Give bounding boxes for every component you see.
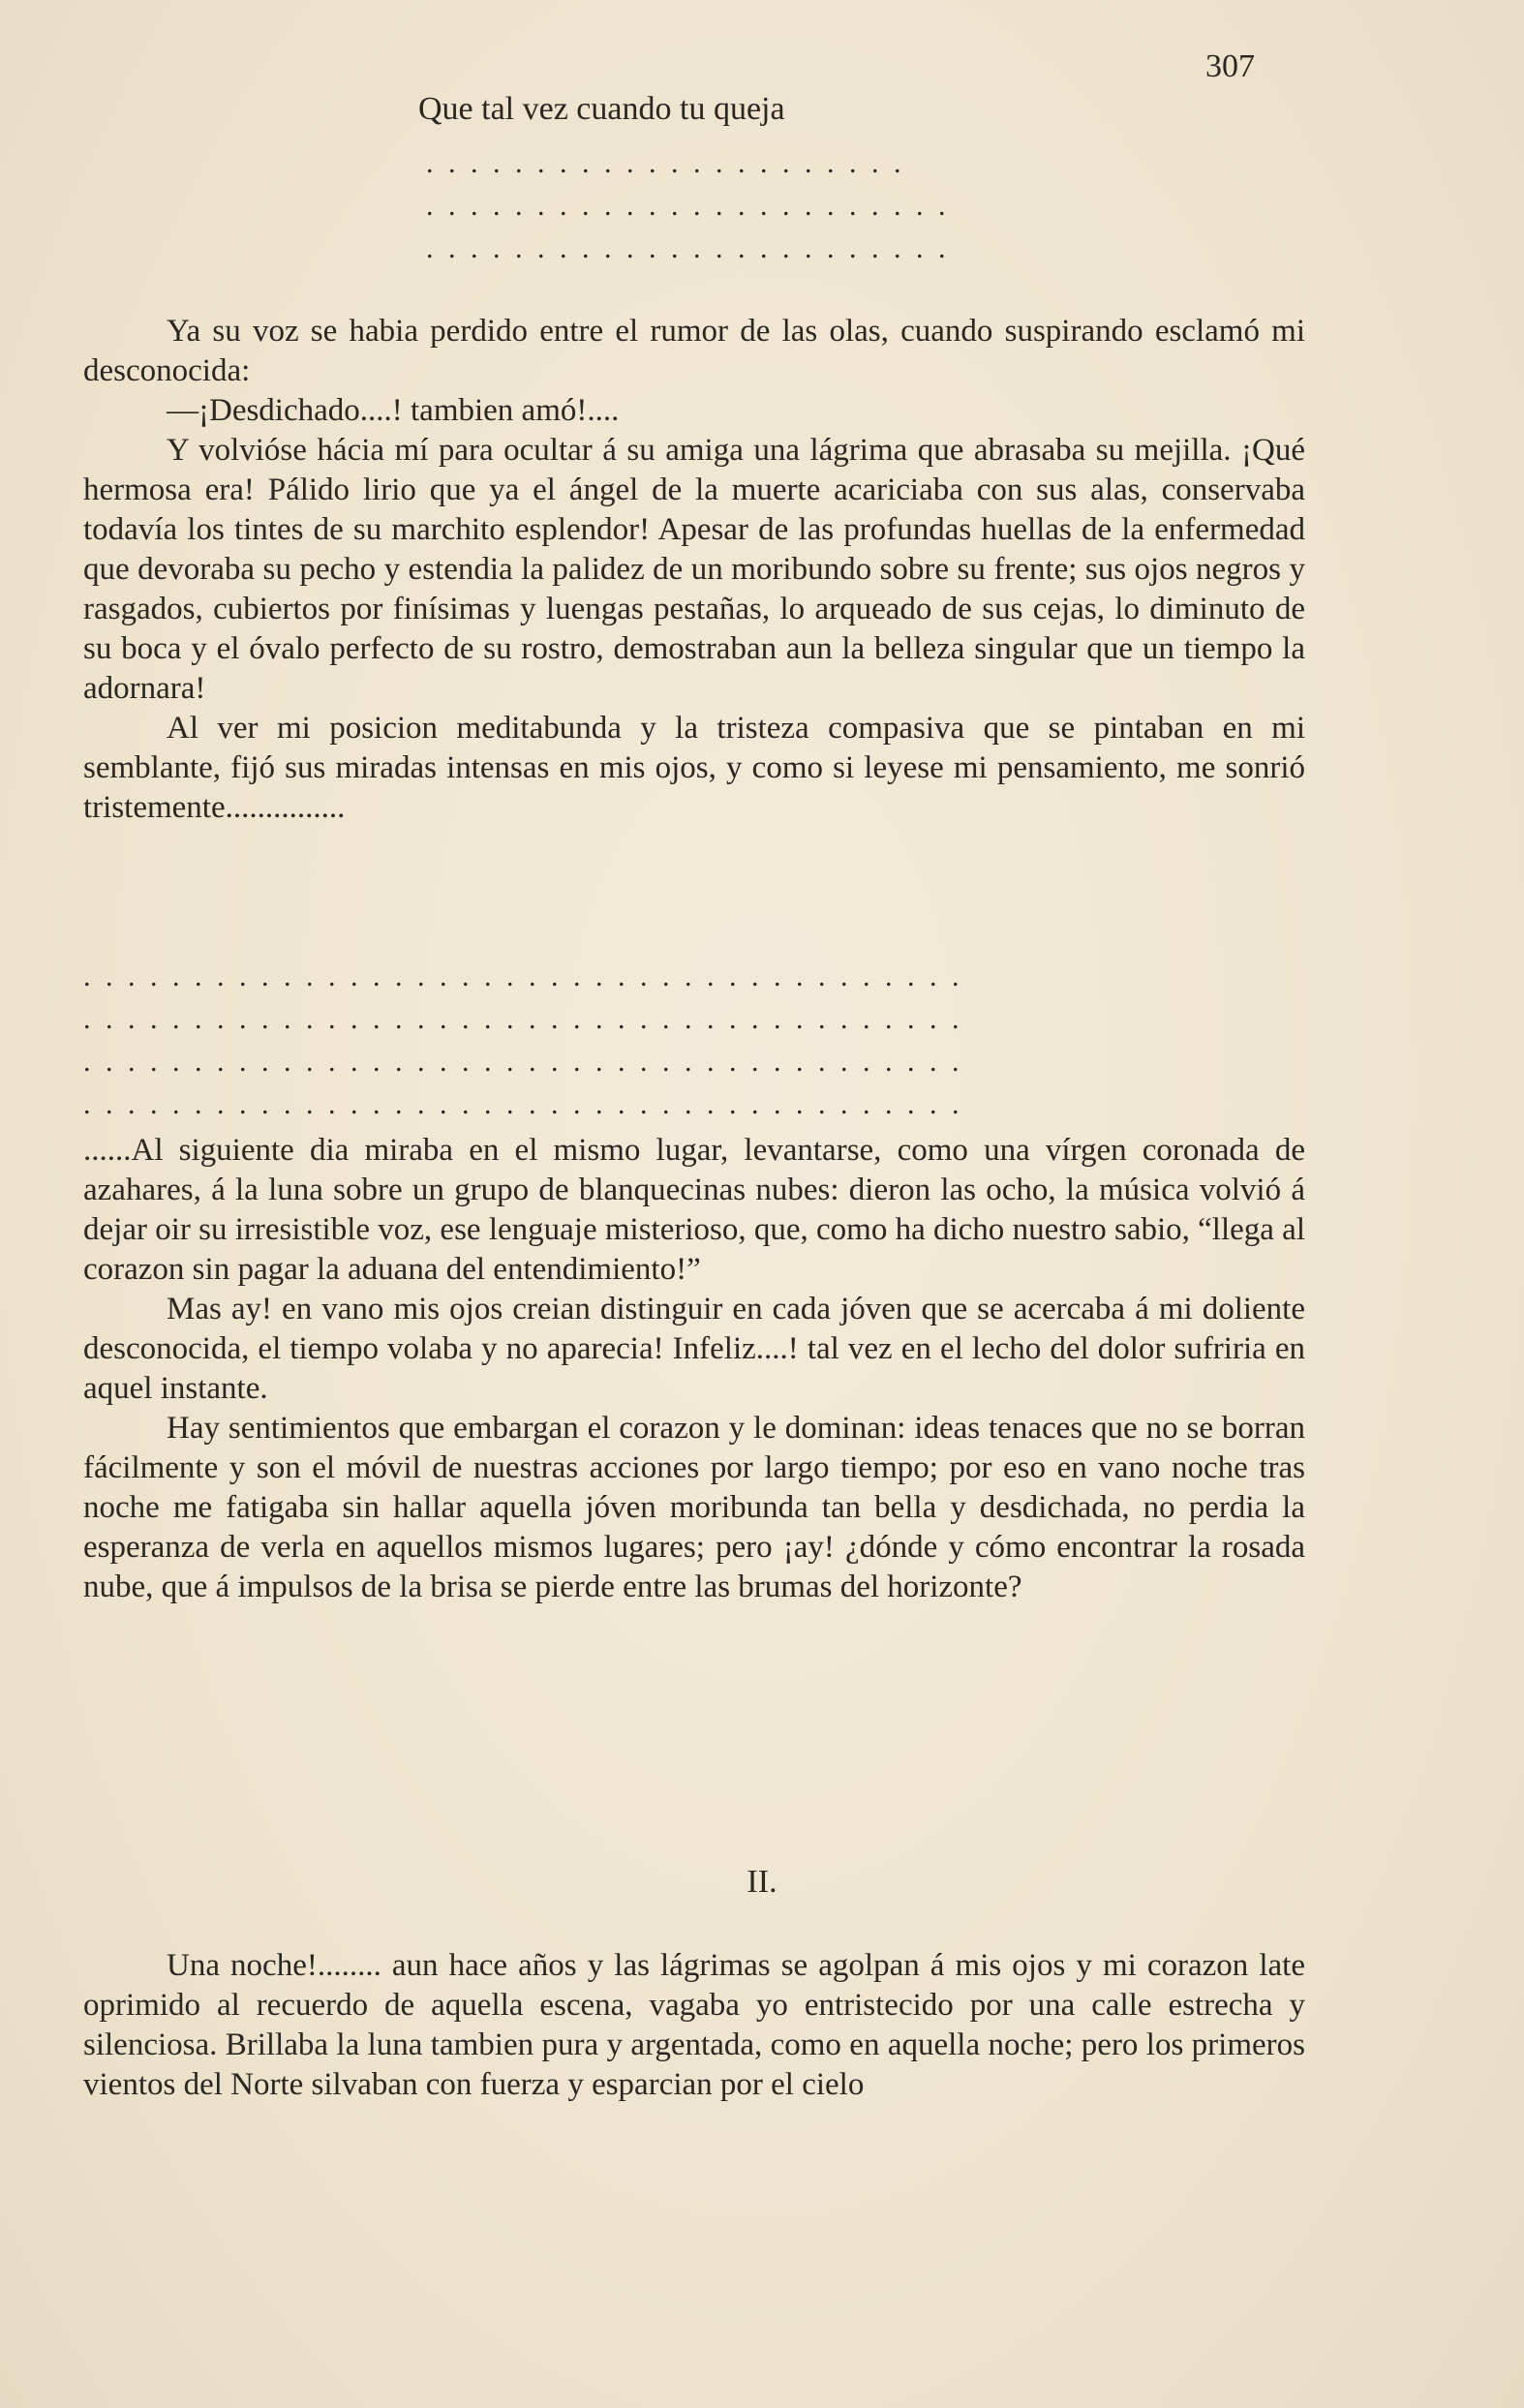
paragraph-block-2	[83, 1131, 1305, 1607]
ellipsis-row: . . . . . . . . . . . . . . . . . . . . . .	[426, 147, 905, 179]
paragraph-block-1	[83, 312, 1305, 828]
paragraph-block-3	[83, 1946, 1305, 2105]
paragraph: —¡Desdichado....! tambien amó!....	[167, 393, 620, 428]
ellipsis-row: . . . . . . . . . . . . . . . . . . . . . . . .	[426, 232, 950, 264]
paragraph: Hay sentimientos que embargan el corazon y le dominan: ideas tenaces que no se borran fácilmente y son el móvil de nuestras acciones por largo tiempo; por eso en vano noche tras noche me fatigaba sin hallar aquella jóven moribunda tan bella y desdichada, no perdia la esperanza de verla en aquellos mismos lugares; pero ¡ay! ¿dónde y cómo encontrar la rosada nube, que á impulsos de la brisa se pierde entre las brumas del horizonte?	[83, 1411, 1305, 1604]
verse-line: Que tal vez cuando tu queja	[418, 91, 785, 127]
paragraph: Una noche!........ aun hace años y las lágrimas se agolpan á mis ojos y mi corazon late oprimido al recuerdo de aquella escena, vagaba yo entristecido por una calle estrecha y silenciosa. Brillaba la luna tambien pura y argentada, como en aquella noche; pero los primeros vientos del Norte silvaban con fuerza y esparcian por el cielo	[83, 1948, 1305, 2102]
paragraph: Mas ay! en vano mis ojos creian distinguir en cada jóven que se acercaba á mi doliente desconocida, el tiempo volaba y no aparecia! Infeliz....! tal vez en el lecho del dolor sufriria en aquel instante.	[83, 1292, 1305, 1406]
paragraph: Ya su voz se habia perdido entre el rumor de las olas, cuando suspirando esclamó mi desconocida:	[83, 314, 1305, 388]
ellipsis-row: . . . . . . . . . . . . . . . . . . . . . . . . . . . . . . . . . . . . . . . .	[83, 1003, 963, 1035]
ellipsis-row: . . . . . . . . . . . . . . . . . . . . . . . .	[426, 190, 950, 222]
page-number: 307	[1205, 48, 1255, 84]
section-heading: II.	[747, 1864, 777, 1900]
ellipsis-row: . . . . . . . . . . . . . . . . . . . . . . . . . . . . . . . . . . . . . . . .	[83, 1046, 963, 1078]
paragraph: Y volvióse hácia mí para ocultar á su amiga una lágrima que abrasaba su mejilla. ¡Qué hermosa era! Pálido lirio que ya el ángel de la muerte acariciaba con sus alas, conservaba todavía los tintes de su marchito esplendor! Apesar de las profundas huellas de la enfermedad que devoraba su pecho y estendia la palidez de un moribundo sobre su frente; sus ojos negros y rasgados, cubiertos por finísimas y luengas pestañas, lo arqueado de sus cejas, lo diminuto de su boca y el óvalo perfecto de su rostro, demostraban aun la belleza singular que un tiempo la adornara!	[83, 433, 1305, 706]
ellipsis-row: . . . . . . . . . . . . . . . . . . . . . . . . . . . . . . . . . . . . . . . .	[83, 1088, 963, 1120]
ellipsis-row: . . . . . . . . . . . . . . . . . . . . . . . . . . . . . . . . . . . . . . . .	[83, 960, 963, 992]
paragraph: Al ver mi posicion meditabunda y la tristeza compasiva que se pintaban en mi semblante, fijó sus miradas intensas en mis ojos, y como si leyese mi pensamiento, me sonrió tristemente...............	[83, 711, 1305, 825]
paragraph: ......Al siguiente dia miraba en el mismo lugar, levantarse, como una vírgen coronada de azahares, á la luna sobre un grupo de blanquecinas nubes: dieron las ocho, la música volvió á dejar oir su irresistible voz, ese lenguaje misterioso, que, como ha dicho nuestro sabio, “llega al corazon sin pagar la aduana del entendimiento!”	[83, 1133, 1305, 1287]
